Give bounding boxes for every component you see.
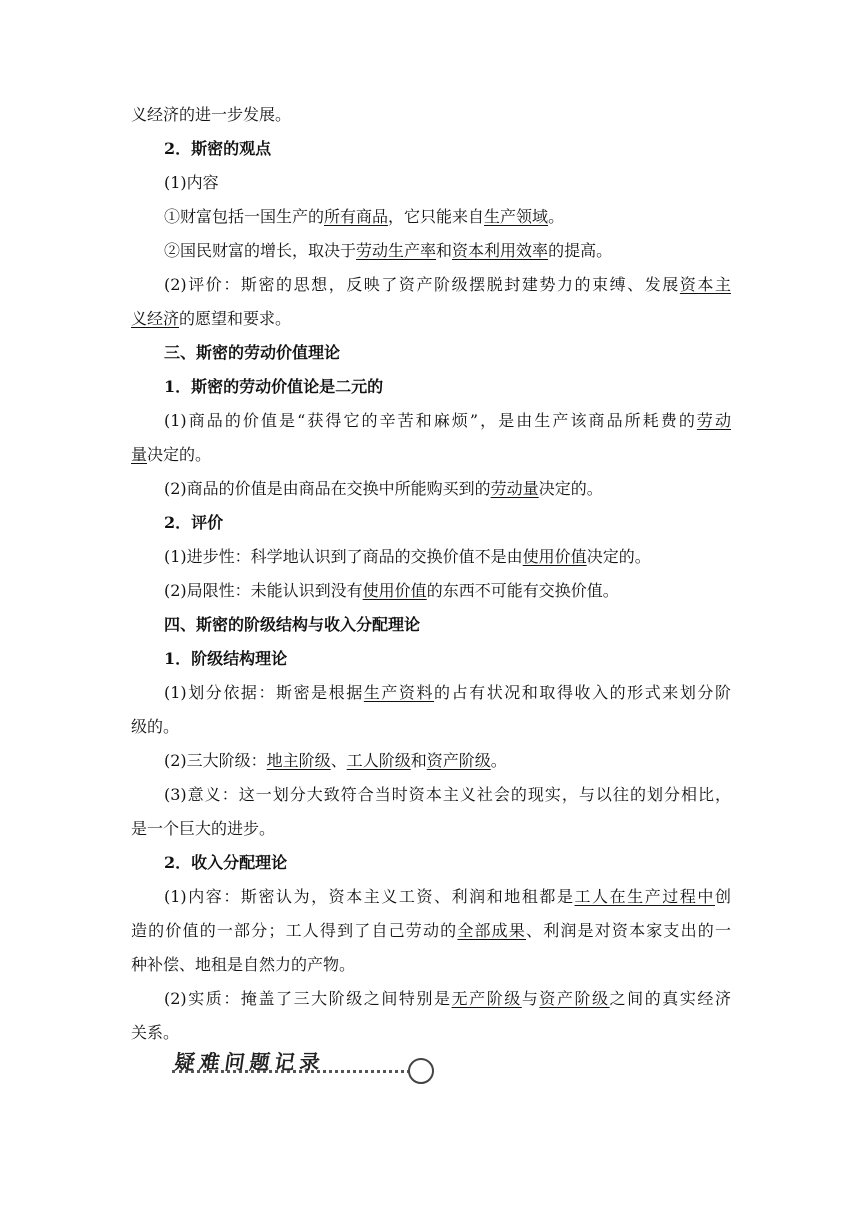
text: (2)商品的价值是由商品在交换中所能购买到的	[164, 479, 491, 498]
text-line	[131, 982, 731, 1016]
text-line	[131, 302, 731, 336]
text: 的东西不可能有交换价值。	[426, 581, 619, 600]
dotted-line	[172, 1070, 410, 1073]
text: (3)意义：这一划分大致符合当时资本主义社会的现实，与以往的划分相比，	[164, 785, 731, 804]
underlined-answer: 工人在生产过程中	[574, 887, 715, 906]
underlined-answer: 劳动量	[490, 479, 539, 498]
text: 关系。	[131, 1023, 180, 1042]
text: 与	[521, 989, 540, 1008]
section-heading	[131, 608, 731, 642]
text-line	[131, 948, 731, 982]
text-line	[131, 710, 731, 744]
subheading	[131, 370, 731, 404]
text: 和	[410, 751, 427, 770]
notes-banner	[172, 1044, 442, 1088]
subheading	[131, 642, 731, 676]
text: ①财富包括一国生产的	[164, 207, 325, 226]
underlined-answer: 地主阶级	[266, 751, 331, 770]
text: 的愿望和要求。	[179, 309, 292, 328]
text: 2．收入分配理论	[164, 853, 288, 872]
underlined-answer: 全部成果	[457, 921, 527, 940]
underlined-answer: 资本主	[679, 275, 731, 294]
text: 1．阶级结构理论	[164, 649, 288, 668]
text: (1)内容	[164, 173, 219, 192]
text: (1)商品的价值是“获得它的辛苦和麻烦”，是由生产该商品所耗费的	[164, 411, 697, 430]
subheading	[131, 132, 731, 166]
text: 1．斯密的劳动价值论是二元的	[164, 377, 384, 396]
text: 创	[714, 887, 731, 906]
text: 决定的。	[586, 547, 651, 566]
banner-title: 疑难问题记录	[173, 1050, 327, 1074]
text: (1)划分依据：斯密是根据	[164, 683, 364, 702]
text: 决定的。	[538, 479, 603, 498]
text-line	[131, 98, 731, 132]
text: 的提高。	[548, 241, 613, 260]
subheading	[131, 506, 731, 540]
text: 和	[436, 241, 453, 260]
text-line	[131, 404, 731, 438]
underlined-answer: 工人阶级	[346, 751, 411, 770]
text-line	[131, 880, 731, 914]
text: 之间的真实经济	[609, 989, 731, 1008]
underlined-answer: 所有商品	[324, 207, 389, 226]
underlined-answer: 使用价值	[362, 581, 427, 600]
text: (2)三大阶级：	[164, 751, 267, 770]
text-line	[131, 438, 731, 472]
text-line	[131, 200, 731, 234]
text: (1)进步性：科学地认识到了商品的交换价值不是由	[164, 547, 523, 566]
underlined-answer: 无产阶级	[451, 989, 522, 1008]
underlined-answer: 资产阶级	[426, 751, 491, 770]
text-line	[131, 676, 731, 710]
text-line	[131, 166, 731, 200]
underlined-answer: 资本利用效率	[452, 241, 549, 260]
text: ，它只能来自	[388, 207, 485, 226]
text-line	[131, 778, 731, 812]
underlined-answer: 义经济	[131, 309, 180, 328]
text-line	[131, 744, 731, 778]
text: 。	[490, 751, 507, 770]
underlined-answer: 资产阶级	[539, 989, 610, 1008]
underlined-answer: 使用价值	[522, 547, 587, 566]
text-line	[131, 472, 731, 506]
circle-icon	[408, 1058, 434, 1084]
text: (2)局限性：未能认识到没有	[164, 581, 363, 600]
underlined-answer: 量	[131, 445, 148, 464]
text: 、	[330, 751, 347, 770]
section-heading	[131, 336, 731, 370]
text-line	[131, 574, 731, 608]
text-line	[131, 540, 731, 574]
text-line	[131, 268, 731, 302]
text: 三、斯密的劳动价值理论	[164, 343, 341, 362]
subheading	[131, 846, 731, 880]
underlined-answer: 生产领域	[484, 207, 549, 226]
text: (1)内容：斯密认为，资本主义工资、利润和地租都是	[164, 887, 575, 906]
text: 、利润是对资本家支出的一	[526, 921, 731, 940]
text-line	[131, 914, 731, 948]
text: 2．斯密的观点	[164, 139, 272, 158]
text: 2．评价	[164, 513, 224, 532]
text-line	[131, 234, 731, 268]
text: ②国民财富的增长，取决于	[164, 241, 357, 260]
text: 的占有状况和取得收入的形式来划分阶	[434, 683, 731, 702]
underlined-answer: 劳动生产率	[356, 241, 437, 260]
text: (2)实质：掩盖了三大阶级之间特别是	[164, 989, 452, 1008]
underlined-answer: 生产资料	[363, 683, 435, 702]
text: 四、斯密的阶级结构与收入分配理论	[164, 615, 421, 634]
text-line	[131, 812, 731, 846]
text: 。	[548, 207, 565, 226]
text: 造的价值的一部分；工人得到了自己劳动的	[131, 921, 458, 940]
text: (2)评价：斯密的思想，反映了资产阶级摆脱封建势力的束缚、发展	[164, 275, 680, 294]
text: 决定的。	[147, 445, 212, 464]
underlined-answer: 劳动	[696, 411, 731, 430]
document-body	[131, 98, 731, 1050]
text: 级的。	[131, 717, 180, 736]
text: 是一个巨大的进步。	[131, 819, 276, 838]
text: 种补偿、地租是自然力的产物。	[131, 955, 356, 974]
text: 义经济的进一步发展。	[131, 105, 292, 124]
